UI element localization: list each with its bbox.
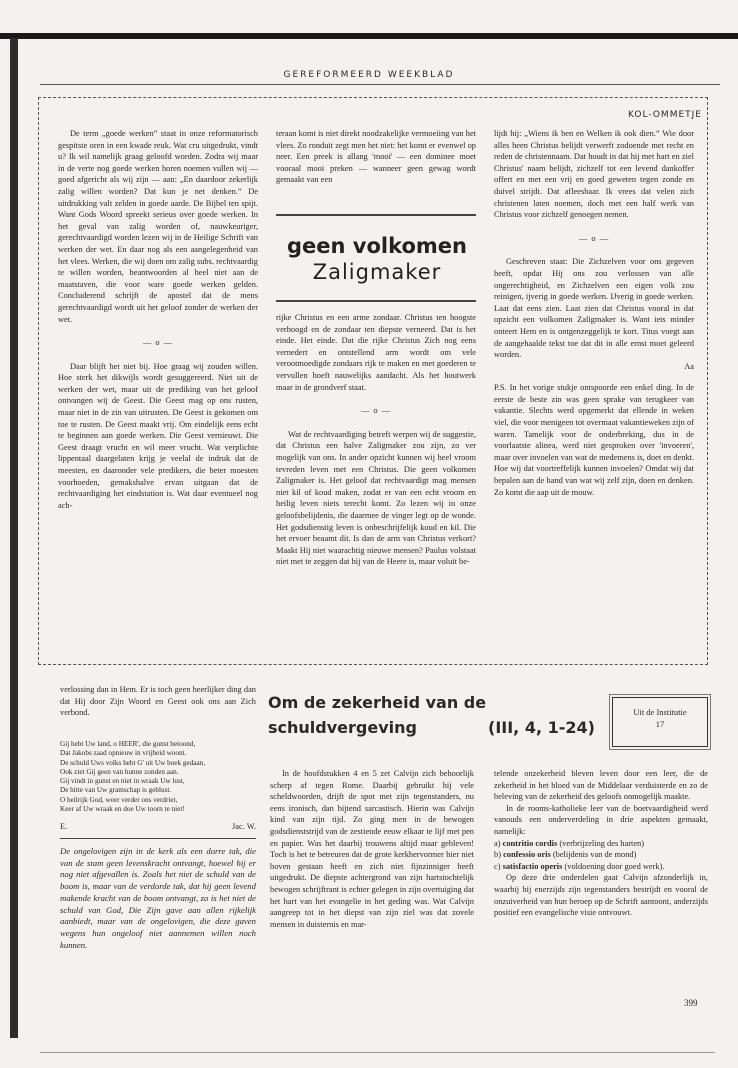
poem-line: Keer af Uw wraak en doe Uw toorn te niet! — [60, 805, 185, 814]
quote-rule — [60, 838, 256, 839]
binding-shadow — [10, 38, 18, 1038]
kolommetje-column-2-top: teraan komt is niet direkt noodzakelijke vermoeiing van het vlees. Zo ronduit zegt men het niet: het komt er evenwel op neer. Een preek is allang 'mooi' — een dominee moet vooraal mooi preken — wanneer geen gewag wordt gemaakt van een — [276, 129, 476, 185]
list-gloss: (verbrijzeling des harten) — [559, 838, 645, 848]
article-column-1 — [270, 768, 474, 930]
list-letter: a) — [494, 838, 501, 848]
signature-left: E. — [60, 822, 68, 831]
list-letter: b) — [494, 850, 501, 860]
kolommetje-label: KOL-OMMETJE — [628, 110, 702, 120]
list-item — [494, 849, 708, 861]
list-letter: c) — [494, 861, 501, 871]
list-item — [494, 861, 708, 873]
kolommetje-column-1 — [58, 128, 258, 511]
paragraph: Op deze drie onderdelen gaat Calvijn afzonderlijk in, waarbij hij enerzijds zijn tegenstanders bestrijdt en vooral de onzuiverheid van hun beroep op de Schrift aantoont, anderzijds positief een evangelische visie ontvouwt. — [494, 873, 708, 918]
source-box — [612, 697, 708, 747]
continued-text: verlossing dan in Hem. Er is toch geen heerlijker ding dan dat Hij door Zijn Woord en Geest ook ons aan Zich verbond. — [60, 685, 256, 718]
poem-line: Ook ziet Gij geen van hunne zonden aan. — [60, 767, 179, 776]
paragraph: De term „goede werken” staat in onze reformatorisch gespitste oren in een kwade reuk. Wat cru uitgedrukt, vindt u? Ik wil namelijk graag geloofd worden. Zodra wij maar in de verte nog goede werken horen noemen vullen wij — goed afgericht als wij zijn — aan: „En daardoor zekerlijk zalig willen worden? Dat kun je net denken.” De uitdrukking valt zelden in goede aarde. De Bijbel ten spijt. Want Gods Woord spreekt serieus over goede werken. In het geval van zalig worden of, nauwkeuriger, gerechtvaardigd worden lezen wij in de Heilige Schrift van werken der wet. En daar nog als een aangelegenheid van het vlees. Werken, die wij doen om zalig subs. rechtvaardig te willen worden, beantwoorden al heel niet aan de maatstaven, die voor ware goede werken gelden. Concluderend schrijft de apostel dat de mens gerechtvaardigd wordt uit het geloof zonder de werken der wet. — [58, 129, 258, 324]
paragraph: Daar blijft het niet bij. Hoe graag wij zouden willen. Hoe sterk het dikwijls wordt gesuggereerd. Niet uit de werken der wet, maar uit de prediking van het geloof ontvangen wij de Geest. Die Geest mag op ons rusten, maar niet in de zin van uitrusten. De Geest is gekomen om toe te rusten. De Geest maakt vrij. Om eindelijk eens echt te beginnen aan goede werken. Die Geest vernieuwt. Die Geest draagt vrucht en wil meer vrucht. Wat verplichte lippentaal daargelaten krijg je veelal de indruk dat de meesten, en daaronder vele predikers, die beter moesten voorhoeden, gemakshalve ervan uitgaan dat de rechtvaardiging het eindstation is. Wat daar eventueel nog ach- — [58, 361, 258, 510]
source-label: Uit de Institutie — [633, 707, 687, 717]
list-term: satisfactio operis — [502, 861, 563, 871]
paragraph: Wat de rechtvaardiging betreft werpen wij de suggestie, dat Christus een halve Zaligmaker zou zijn, zo ver mogelijk van ons. In ander opzicht kunnen wij heel vroom tevreden leven met een Christus. Die geen volkomen Zaligmaker is. Het geloof dat rechtvaardigt mag mensen niet kil of koud maken, zodat er van een echt vroom en heilig leven niets terecht komt. Zo lezen wij in onze geloofsbelijdenis, die daarmee de vinger legt op de wonde. Het godsdienstig leven is onbeschrijfelijk koud en kil. Die het ervoer beaamt dit. Is dan de arm van Christus verkort? Maakt Hij niet waarachtig nieuwe mensen? Paulus volstaat niet met te zeggen dat hij van de Heere is, maar voluit be- — [276, 429, 476, 567]
scripture-reference: (III, 4, 1-24) — [488, 718, 595, 737]
list-gloss: (voldoening door goed werk). — [564, 861, 665, 871]
kolommetje-column-2 — [276, 312, 476, 568]
heading-rule-top — [276, 214, 476, 216]
header-rule — [40, 84, 720, 85]
heading-line-1: geen volkomen — [287, 234, 467, 258]
paragraph: lijdt hij: „Wiens ik ben en Welken ik ook dien.” Wie door alles heen Christus belijdt verwerft zodoende met recht en reden de christennaam. Dat houdt in dat hij met hart en ziel Christus' naam belijdt, zichzelf tot een levend dankoffer offert en met een vrij en goed geweten tegen zonde en duivel strijdt. Dat afleesbaar. Ik vrees dat velen zich christenen laten noemen, doch met een half werk van Christus voor zichzelf genoegen nemen. — [494, 129, 694, 220]
separator: — o — — [142, 338, 174, 348]
list-term: confessio oris — [503, 850, 551, 860]
source-number: 17 — [655, 719, 665, 729]
paragraph: rijke Christus en een arme zondaar. Christus ten hoogste verhoogd en de zondaar ten diepste verneerd. Dat is het einde. Het einde. Dat die rijke Christus Zich nog eens vernedert en ontstellend arm wordt om vele verootmoedigde zondaars rijk te maken en met goederen te vervullen hoeft nauwelijks aandacht. Als het houtwerk maar in de grondverf staat. — [276, 313, 476, 392]
heading-line-2: Zaligmaker — [312, 260, 442, 284]
page-edge-bar — [0, 33, 738, 39]
poem-line: De hitte van Uw gramschap is geblust. — [60, 786, 172, 795]
poem-line: De schuld Uws volks hebt G' uit Uw boek gedaan, — [60, 758, 206, 767]
psalm-verse — [60, 740, 260, 814]
italic-quote: De ongelovigen zijn in de kerk als een dorre tak, die van de stam geen levenskracht ontvangt, hoewel hij er nog niet afgevallen is. Zoals het niet de schuld van de boom is, maar van de verdorde tak, dat hij geen levend makende kracht van de boom ontvangt, zo is het niet de schuld van God, Die Zijn gave aan allen rijkelijk aanbiedt, maar van de ongelovigen, die deze gaven wegens hun ongeloof niet aannemen willen noch kunnen. — [60, 846, 256, 950]
poem-line: Gij vindt in gunst en niet in wraak Uw lust, — [60, 777, 185, 786]
signature-line — [60, 822, 256, 831]
kolommetje-heading — [282, 233, 472, 293]
title-line-1: Om de zekerheid van de — [268, 693, 487, 712]
poem-line: O heilrijk God, weer verder ons verdriet, — [60, 795, 178, 804]
kolommetje-column-3 — [494, 128, 694, 498]
author-signature: Aa — [684, 361, 694, 371]
list-term: contritio cordis — [502, 838, 558, 848]
journal-header: GEREFORMEERD WEEKBLAD — [283, 70, 455, 80]
poem-line: Dat Jakobs zaad opnieuw in vrijheid woont. — [60, 749, 187, 758]
separator: — o — — [360, 406, 392, 416]
list-item — [494, 838, 708, 850]
page-number: 399 — [684, 998, 698, 1008]
paragraph: In de hoofdstukken 4 en 5 zet Calvijn zich behoorlijk scherp af tegen Rome. Daarbij gebruikt hij vele scheldwoorden, drijft de spot met zijn tegenstanders, nu eens ironisch, dan bijtend sarcastisch. Hierin was Calvijn kind van zijn tijd. Zo ging men in de bewogen godsdienststrijd van de zestiende eeuw elkaar te lijf met pen en papier. Was het daarbij trouwens altijd maar gebleven! Toch is het te betreuren dat de grote kerkhervormer hier niet boven gestaan heeft en zich niet fijnzinniger heeft uitgedrukt. De diepste achtergrond van zijn hartstochtelijk bewogen schrijftrant is echter gelegen in zijn overtuiging dat het hart van het evangelie in het geding was. Wat Calvijn aangreep tot in het diepst van zijn ziel was dat zovele mensen in duisternis en mar- — [270, 769, 474, 929]
poem-line: Gij hebt Uw land, o HEER', die gunst betoond, — [60, 740, 196, 748]
separator: — o — — [578, 233, 610, 243]
signature-right: Jac. W. — [232, 822, 256, 831]
article-title — [268, 690, 595, 740]
heading-rule-bottom — [276, 300, 476, 302]
postscript: P.S. In het vorige stukje ontspoorde een enkel ding. In de eerste de beste zin was geen sprake van terugkeer van vakantie. Slechts werd opgemerkt dat ellende in weken viel, die voor menigeen tot overmaat vakantieweken zijn of waren. Tamelijk voor de onderbreking, dus in de voorlaatste alinea, werd niet gesproken over 'invoeren', maar over invoelen van wat de medemens is, doet en denkt. Hoe wij dat voortreffelijk kunnen invoelen? Omdat wij dat bepalen aan de hand van wat wij zelf zijn, doen en denken. Zo komt die aap uit de mouw. — [494, 383, 695, 497]
bottom-rule — [40, 1052, 715, 1053]
title-line-2: schuldvergeving — [268, 718, 417, 737]
paragraph: In de rooms-katholieke leer van de boetvaardigheid werd vanouds een onderverdeling in drie aspekten gemaakt, namelijk: — [494, 803, 708, 836]
list-gloss: (belijdenis van de mond) — [552, 850, 637, 860]
paragraph: Geschreven staat: Die Zichzelven voor ons gegeven heeft, opdat Hij ons zou verlossen van alle ongerechtigheid, en Zichzelven een eigen volk zou reinigen, ijverig in goede werken. IJverig in goede werken. Laat dat eens zien. Laat zien dat Christus vooral in dat opzicht een volkomen Zaligmaker is. Want iets minder onteert Hem en is ontgenzeggelijk te kort. Titus voegt aan de aangehaalde tekst toe dat dit in alle ernst moet geleerd worden. — [494, 257, 694, 360]
article-column-2 — [494, 768, 708, 919]
paragraph: telende onzekerheid bleven leven door een leer, die de zekerheid in het bloed van de Middelaar verduisterde en zo de beleving van de zekerheid des geloofs onmogelijk maakte. — [494, 769, 708, 802]
